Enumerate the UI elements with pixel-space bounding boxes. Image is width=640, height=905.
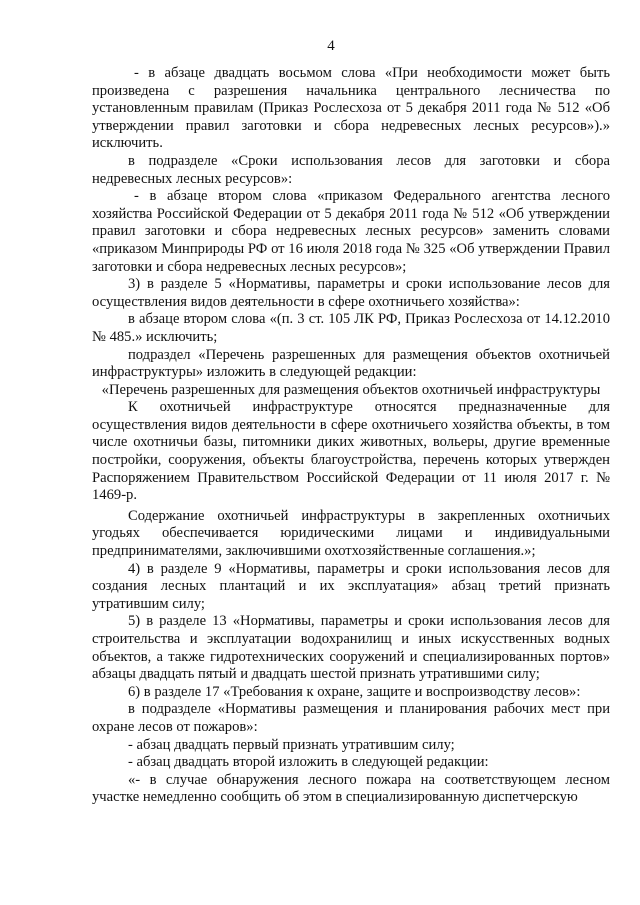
paragraph: - абзац двадцать первый признать утратившим силу; [128,736,455,753]
paragraph: 4) в разделе 9 «Нормативы, параметры и сроки использования лесов для создания лесных плантаций и их эксплуатация» абзац третий признать утратившим силу; [92,560,610,612]
section-heading: «Перечень разрешенных для размещения объектов охотничьей инфраструктуры [101,381,601,398]
paragraph: подраздел «Перечень разрешенных для размещения объектов охотничьей инфраструктуры» изложить в следующей редакции: [92,346,610,381]
paragraph: К охотничьей инфраструктуре относятся предназначенные для осуществления видов деятельности в сфере охотничьего хозяйства объекты, в том числе охотничьи базы, питомники диких животных, вольеры, другие временные постройки, сооружения, объекты благоустройства, перечень которых утвержден Распоряжением Правительством Российской Федерации от 11 июля 2017 г. № 1469-р. [92,399,610,504]
paragraph: в абзаце втором слова «(п. 3 ст. 105 ЛК РФ, Приказ Рослесхоза от 14.12.2010 № 485.» исключить; [92,311,610,345]
page-number: 4 [327,38,335,54]
paragraph: 5) в разделе 13 «Нормативы, параметры и сроки использования лесов для строительства и эксплуатации водохранилищ и иных искусственных водных объектов, а также гидротехнических сооружений и специализированных портов» абзацы двадцать пятый и двадцать шестой признать утратившими силу; [92,613,610,683]
paragraph: - в абзаце двадцать восьмом слова «При необходимости может быть произведена с разрешения начальника центрального лесничества по установленным правилам (Приказ Рослесхоза от 5 декабря 2011 года № 512 «Об утверждении правил заготовки и сбора недревесных лесных ресурсов»).» исключить. [92,65,610,152]
paragraph: Содержание охотничьей инфраструктуры в закрепленных охотничьих угодьях обеспечивается юридическими лицами и индивидуальными предпринимателями, заключившими охотхозяйственные соглашения.»; [92,507,610,560]
paragraph: в подразделе «Нормативы размещения и планирования рабочих мест при охране лесов от пожаров»: [92,701,610,735]
document-body [92,65,610,807]
paragraph: «- в случае обнаружения лесного пожара на соответствующем лесном участке немедленно сообщить об этом в специализированную диспетчерскую [92,771,610,806]
paragraph: - в абзаце втором слова «приказом Федерального агентства лесного хозяйства Российской Федерации от 5 декабря 2011 года № 512 «Об утверждении правил заготовки и сбора недревесных лесных ресурсов» заменить словами «приказом Минприроды РФ от 16 июля 2018 года № 325 «Об утверждении Правил заготовки и сбора недревесных лесных ресурсов»; [92,188,610,275]
paragraph: в подразделе «Сроки использования лесов для заготовки и сбора недревесных лесных ресурсов»: [92,152,610,187]
paragraph: 6) в разделе 17 «Требования к охране, защите и воспроизводству лесов»: [128,683,581,700]
paragraph: 3) в разделе 5 «Нормативы, параметры и сроки использование лесов для осуществления видов деятельности в сфере охотничьего хозяйства»: [92,276,610,310]
paragraph: - абзац двадцать второй изложить в следующей редакции: [128,754,489,771]
